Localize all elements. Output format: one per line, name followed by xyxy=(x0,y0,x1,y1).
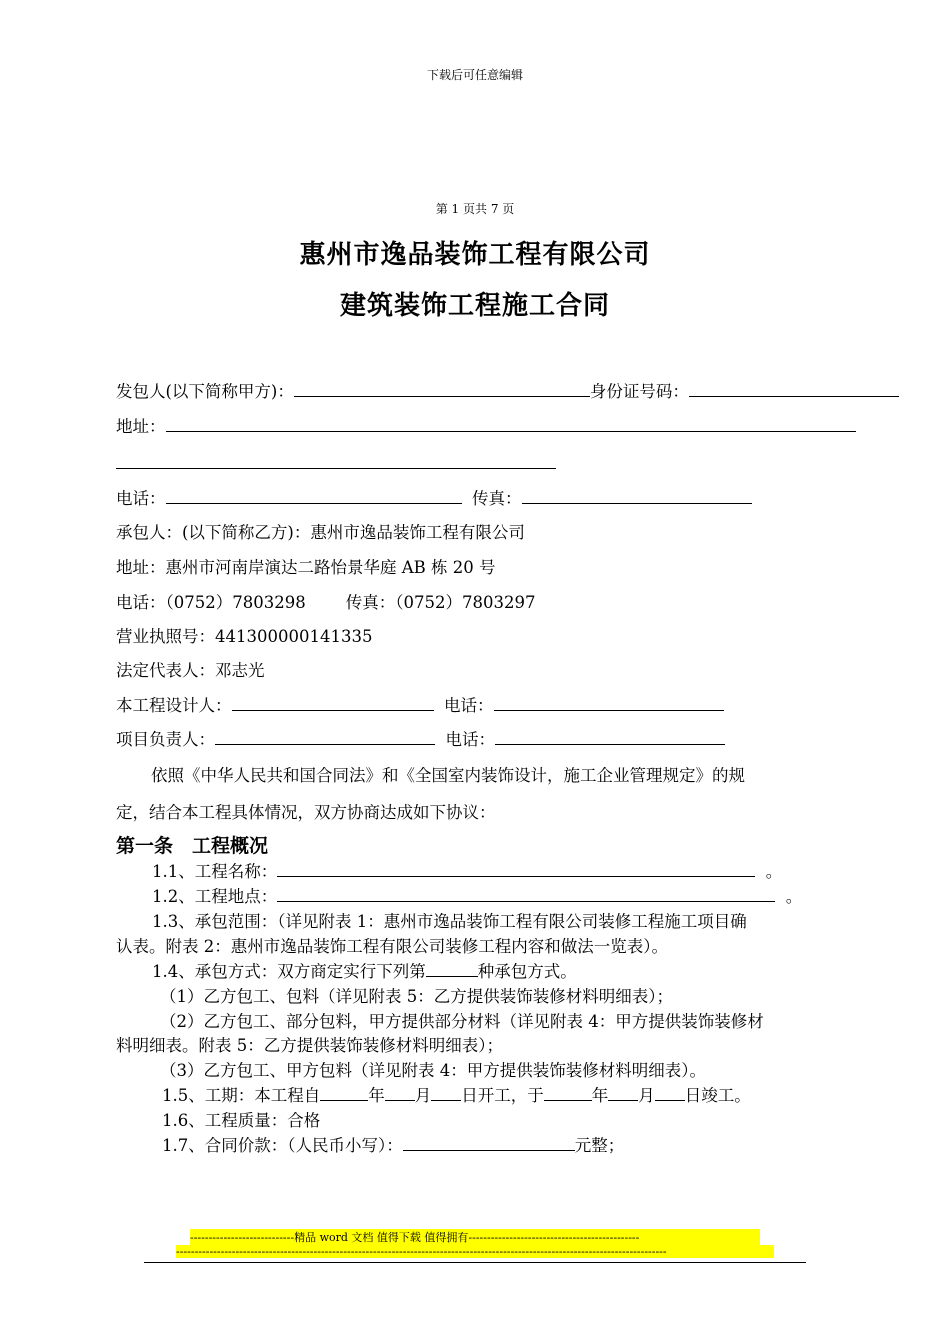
end-year-blank xyxy=(544,1086,592,1101)
company-title: 惠州市逸品装饰工程有限公司 xyxy=(299,240,651,270)
clause-1-5-a: 1.5、工期：本工程自 xyxy=(162,1086,321,1105)
end-month-label: 月 xyxy=(638,1086,655,1105)
clause-1-3-line-2: 认表。附表 2：惠州市逸品装饰工程有限公司装修工程内容和做法一览表）。 xyxy=(116,937,668,956)
party-b-phone: 电话：（0752）7803298 xyxy=(116,593,306,612)
start-year-label: 年 xyxy=(368,1086,385,1105)
contract-price-blank xyxy=(403,1136,575,1151)
party-b-fax: 传真：（0752）7803297 xyxy=(345,593,536,612)
header-note: 下载后可任意编辑 xyxy=(426,68,523,82)
clause-1-1 xyxy=(152,858,782,882)
start-day-blank xyxy=(431,1086,461,1101)
party-b-line: 承包人：(以下简称乙方)：惠州市逸品装饰工程有限公司 xyxy=(116,523,525,542)
designer-row xyxy=(116,692,724,716)
clause-1-2-end: 。 xyxy=(785,887,803,906)
party-a-id-blank xyxy=(689,382,899,397)
manager-phone-blank xyxy=(495,730,725,745)
manager-row xyxy=(116,726,725,750)
clause-1-2-label: 1.2、工程地点： xyxy=(152,887,278,906)
designer-phone-label: 电话： xyxy=(444,696,494,715)
party-b-license: 营业执照号：441300000141335 xyxy=(116,627,373,646)
clause-1-1-end: 。 xyxy=(765,862,783,881)
manager-label: 项目负责人： xyxy=(116,730,215,749)
party-a-id-label: 身份证号码： xyxy=(589,382,689,401)
mode-3: （3）乙方包工、甲方包料（详见附表 4：甲方提供装饰装修材料明细表）。 xyxy=(160,1061,706,1080)
party-a-address-blank xyxy=(166,417,856,432)
start-month-label: 月 xyxy=(414,1086,432,1105)
designer-phone-blank xyxy=(494,696,724,711)
end-month-blank xyxy=(608,1086,638,1101)
clause-1-2 xyxy=(152,883,802,907)
party-b-phone-row xyxy=(116,589,535,613)
page-info: 第 1 页共 7 页 xyxy=(435,202,515,216)
contract-mode-blank xyxy=(426,962,478,977)
end-day-label: 日竣工。 xyxy=(684,1086,751,1105)
mode-2-line-1: （2）乙方包工、部分包料，甲方提供部分材料（详见附表 4：甲方提供装饰装修材 xyxy=(160,1012,764,1031)
party-a-label: 发包人(以下简称甲方)： xyxy=(116,382,294,401)
party-a-fax-label: 传真： xyxy=(472,489,522,508)
designer-blank xyxy=(232,696,434,711)
start-month-blank xyxy=(385,1086,415,1101)
section-1-heading: 第一条 工程概况 xyxy=(116,835,269,857)
party-b-legal-rep: 法定代表人：邓志光 xyxy=(116,661,265,680)
clause-1-1-label: 1.1、工程名称： xyxy=(152,862,278,881)
party-a-phone-label: 电话： xyxy=(116,489,166,508)
clause-1-6: 1.6、工程质量：合格 xyxy=(162,1111,321,1130)
intro-line-2: 定，结合本工程具体情况，双方协商达成如下协议： xyxy=(116,803,496,822)
clause-1-4-a: 1.4、承包方式：双方商定实行下列第 xyxy=(152,962,426,981)
clause-1-3-line-1: 1.3、承包范围：（详见附表 1：惠州市逸品装饰工程有限公司装修工程施工项目确 xyxy=(152,912,747,931)
party-a-address-blank-2 xyxy=(116,468,556,469)
start-day-label: 日开工，于 xyxy=(461,1086,544,1105)
project-name-blank xyxy=(277,862,755,877)
clause-1-5 xyxy=(162,1082,751,1106)
party-a-address-label: 地址： xyxy=(116,417,166,436)
party-b-address: 地址：惠州市河南岸演达二路怡景华庭 AB 栋 20 号 xyxy=(116,558,496,577)
project-location-blank xyxy=(277,887,775,902)
contract-title: 建筑装饰工程施工合同 xyxy=(339,291,610,321)
manager-blank xyxy=(215,730,435,745)
party-a-name-blank xyxy=(294,382,590,397)
mode-1: （1）乙方包工、包料（详见附表 5：乙方提供装饰装修材料明细表）； xyxy=(160,987,673,1006)
footer-banner-2: ------------------------------------------------------------------------------------------------------------------------------------ xyxy=(176,1245,774,1258)
footer-rule xyxy=(144,1262,806,1263)
clause-1-7 xyxy=(162,1132,624,1156)
party-a-phone-blank xyxy=(166,489,462,504)
party-a-fax-blank xyxy=(522,489,752,504)
manager-phone-label: 电话： xyxy=(445,730,495,749)
clause-1-4 xyxy=(152,958,577,982)
clause-1-7-end: 元整； xyxy=(574,1136,625,1155)
party-a-row xyxy=(116,378,899,402)
end-day-blank xyxy=(655,1086,685,1101)
clause-1-4-b: 种承包方式。 xyxy=(477,962,577,981)
designer-label: 本工程设计人： xyxy=(116,696,232,715)
party-a-address-row xyxy=(116,413,856,437)
intro-line-1: 依照《中华人民共和国合同法》和《全国室内装饰设计，施工企业管理规定》的规 xyxy=(151,766,745,785)
end-year-label: 年 xyxy=(591,1086,609,1105)
mode-2-line-2: 料明细表。附表 5：乙方提供装饰装修材料明细表）； xyxy=(116,1036,503,1055)
start-year-blank xyxy=(320,1086,368,1101)
party-a-phone-row xyxy=(116,485,752,509)
footer-banner-1: ----------------------------精品 word 文档 值得下载 值得拥有---------------------------------------------- xyxy=(190,1229,760,1245)
clause-1-7-label: 1.7、合同价款：（人民币小写）： xyxy=(162,1136,403,1155)
